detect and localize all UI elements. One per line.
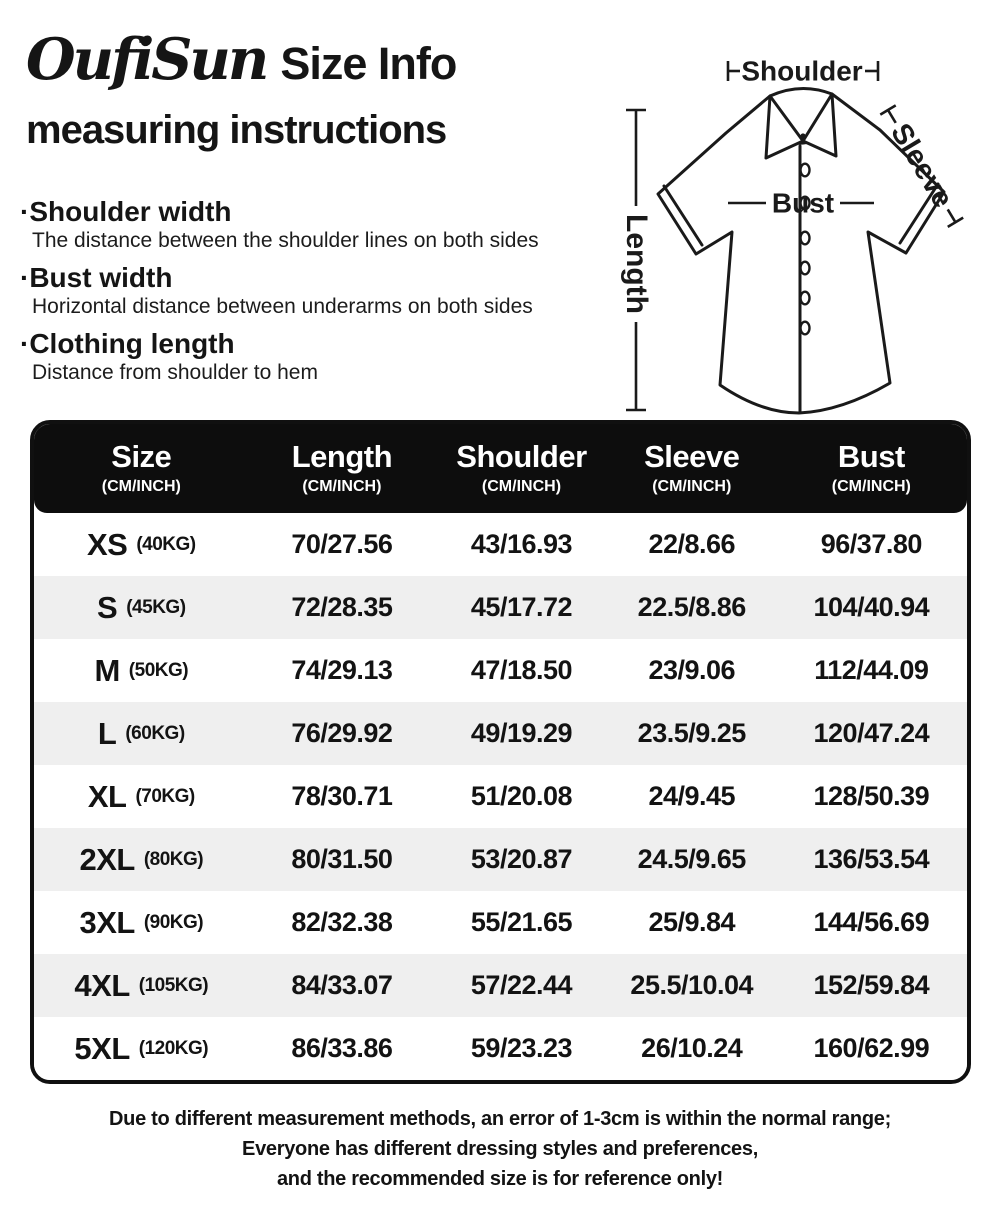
weight-label: (80KG): [143, 848, 204, 870]
sleeve-cell: 26/10.24: [641, 1033, 743, 1063]
shoulder-cell: 51/20.08: [470, 781, 573, 811]
bust-label: Bust: [771, 187, 835, 219]
table-row-xs: [34, 513, 967, 576]
table-row-5xl: [34, 1017, 967, 1080]
instruction-term: Shoulder width: [29, 196, 232, 227]
instruction-desc: The distance between the shoulder lines on both sides: [32, 229, 539, 252]
bust-cell: 120/47.24: [813, 718, 930, 748]
shoulder-cell: 45/17.72: [470, 592, 573, 622]
length-cell: 84/33.07: [291, 970, 393, 1000]
bullet-dot: ·: [20, 196, 30, 227]
weight-label: (50KG): [128, 659, 189, 681]
length-cell: 76/29.92: [291, 718, 393, 748]
instruction-item-shoulder: [20, 196, 539, 253]
column-unit: (CM/INCH): [831, 478, 911, 495]
size-label: 4XL: [74, 967, 130, 1003]
bust-cell: 144/56.69: [813, 907, 930, 937]
size-label: 2XL: [79, 841, 135, 877]
sleeve-cell: 22/8.66: [648, 529, 736, 559]
length-cell: 72/28.35: [291, 592, 393, 622]
shirt-measurement-diagram: [618, 36, 1000, 420]
shoulder-cell: 57/22.44: [470, 970, 573, 1000]
header-cell-size: [34, 440, 249, 497]
disclaimer-line: Everyone has different dressing styles and preferences,: [242, 1138, 758, 1160]
length-cell: 78/30.71: [291, 781, 393, 811]
length-cell: 82/32.38: [291, 907, 393, 937]
column-label: Sleeve: [644, 439, 740, 474]
size-cell: [34, 779, 249, 815]
size-label: 3XL: [79, 904, 135, 940]
header-cell-bust: [776, 440, 967, 497]
size-cell: [34, 527, 249, 563]
table-row-4xl: [34, 954, 967, 1017]
table-body: [34, 513, 967, 1080]
size-label: XS: [86, 526, 128, 562]
header-cell-shoulder: [435, 440, 608, 497]
size-cell: [34, 968, 249, 1004]
instruction-term: Bust width: [29, 262, 173, 293]
measuring-instructions-list: [20, 196, 539, 394]
shoulder-cell: 59/23.23: [470, 1033, 573, 1063]
length-cell: 86/33.86: [291, 1033, 393, 1063]
table-row-m: [34, 639, 967, 702]
sleeve-cell: 23/9.06: [648, 655, 736, 685]
header-cell-sleeve: [608, 440, 776, 497]
weight-label: (40KG): [136, 533, 196, 555]
instruction-term-row: [20, 262, 539, 294]
size-cell: [34, 716, 249, 752]
sleeve-cell: 24.5/9.65: [637, 844, 746, 874]
size-cell: [34, 653, 249, 689]
instruction-term-row: [20, 328, 539, 360]
column-label: Shoulder: [456, 439, 587, 474]
bust-cell: 136/53.54: [813, 844, 930, 874]
table-header: [34, 424, 967, 513]
weight-label: (70KG): [135, 785, 195, 807]
length-cell: 74/29.13: [291, 655, 393, 685]
bust-cell: 112/44.09: [814, 655, 929, 685]
bust-cell: 104/40.94: [813, 592, 930, 622]
size-label: L: [97, 715, 117, 751]
sleeve-cell: 25.5/10.04: [630, 970, 754, 1000]
size-cell: [34, 842, 249, 878]
sleeve-label: Sleeve: [884, 118, 959, 214]
subtitle: measuring instructions: [26, 108, 447, 152]
bust-cell: 128/50.39: [813, 781, 930, 811]
shoulder-cell: 53/20.87: [470, 844, 573, 874]
size-label: XL: [87, 778, 127, 814]
size-cell: [34, 905, 249, 941]
bust-cell: 152/59.84: [813, 970, 930, 1000]
disclaimer-line: Due to different measurement methods, an error of 1-3cm is within the normal range;: [109, 1108, 891, 1130]
sleeve-cell: 24/9.45: [648, 781, 736, 811]
brand-row: [26, 26, 456, 93]
weight-label: (120KG): [138, 1037, 209, 1059]
bust-cell: 160/62.99: [813, 1033, 930, 1063]
shoulder-label: Shoulder: [741, 55, 863, 87]
instruction-desc: Horizontal distance between underarms on both sides: [32, 295, 533, 318]
column-unit: (CM/INCH): [302, 478, 382, 495]
instruction-term-row: [20, 196, 539, 228]
shoulder-cell: 47/18.50: [470, 655, 573, 685]
shoulder-cell: 49/19.29: [470, 718, 573, 748]
size-label: 5XL: [74, 1030, 130, 1066]
sleeve-cell: 22.5/8.86: [637, 592, 746, 622]
column-unit: (CM/INCH): [652, 478, 732, 495]
shoulder-cell: 43/16.93: [470, 529, 573, 559]
size-table: [30, 420, 971, 1084]
column-label: Bust: [837, 439, 905, 474]
bust-cell: 96/37.80: [820, 529, 922, 559]
size-cell: [34, 1031, 249, 1067]
size-label: S: [97, 589, 118, 625]
column-label: Length: [291, 439, 393, 474]
weight-label: (90KG): [143, 911, 204, 933]
disclaimer: [0, 1104, 1000, 1194]
weight-label: (60KG): [125, 722, 185, 744]
instruction-item-bust: [20, 262, 539, 319]
table-row-s: [34, 576, 967, 639]
table-row-3xl: [34, 891, 967, 954]
length-cell: 80/31.50: [291, 844, 393, 874]
page-title: Size Info: [280, 38, 457, 89]
shoulder-cell: 55/21.65: [470, 907, 573, 937]
instruction-item-length: [20, 328, 539, 385]
instruction-desc: Distance from shoulder to hem: [32, 361, 318, 384]
brand-logo: OufiSun: [26, 26, 267, 93]
table-row-xl: [34, 765, 967, 828]
weight-label: (105KG): [138, 974, 209, 996]
header-cell-length: [249, 440, 436, 497]
length-label: Length: [620, 214, 653, 314]
table-row-l: [34, 702, 967, 765]
sleeve-cell: 25/9.84: [648, 907, 736, 937]
sleeve-cell: 23.5/9.25: [637, 718, 746, 748]
instruction-term: Clothing length: [29, 328, 235, 359]
bullet-dot: ·: [20, 328, 30, 359]
column-label: Size: [111, 439, 172, 474]
table-row-2xl: [34, 828, 967, 891]
length-cell: 70/27.56: [291, 529, 393, 559]
weight-label: (45KG): [126, 596, 186, 618]
disclaimer-line: and the recommended size is for reference only!: [276, 1168, 724, 1190]
column-unit: (CM/INCH): [101, 478, 181, 495]
size-cell: [34, 590, 249, 626]
top-section: [0, 0, 1000, 420]
size-label: M: [94, 652, 120, 688]
column-unit: (CM/INCH): [481, 478, 562, 495]
bullet-dot: ·: [20, 262, 30, 293]
